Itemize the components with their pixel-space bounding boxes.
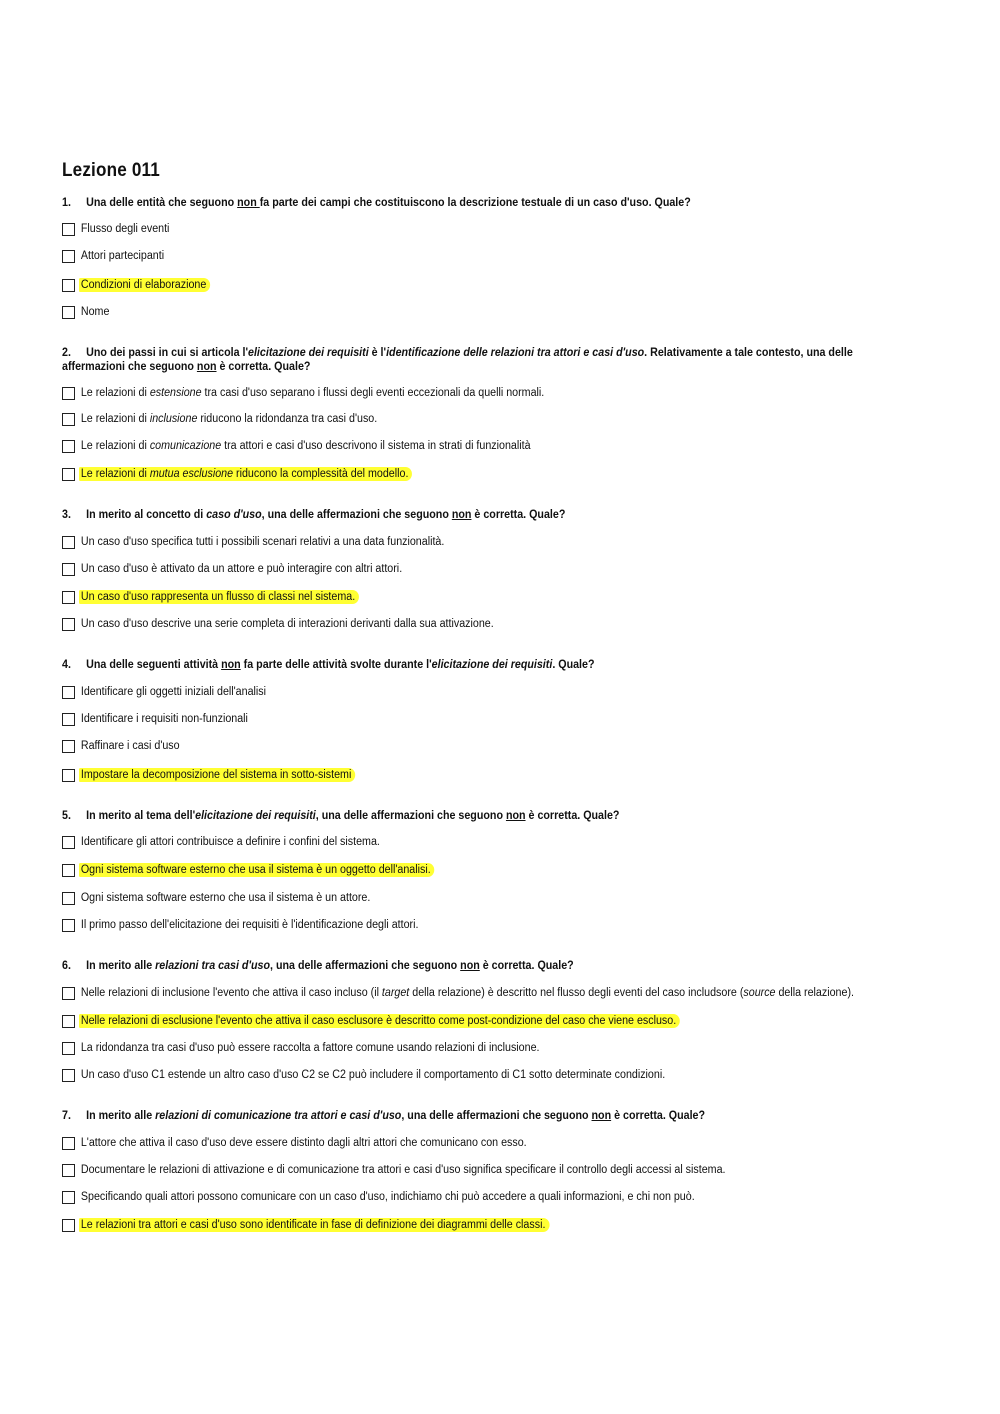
option-text: L'attore che attiva il caso d'uso deve essere distinto dagli altri attori che comunicano con esso. <box>80 1137 527 1149</box>
checkbox[interactable] <box>62 1015 75 1028</box>
checkbox[interactable] <box>62 1191 75 1204</box>
page-title: Lezione 011 <box>62 160 160 181</box>
answer-option[interactable] <box>62 1039 578 1057</box>
option-text: La ridondanza tra casi d'uso può essere raccolta a fattore comune usando relazioni di inclusione. <box>80 1042 540 1054</box>
option-text: Le relazioni di inclusione riducono la ridondanza tra casi d'uso. <box>80 413 378 425</box>
answer-option-highlighted[interactable] <box>62 1012 725 1030</box>
option-text: Un caso d'uso è attivato da un attore e può interagire con altri attori. <box>80 563 403 575</box>
option-text: Condizioni di elaborazione <box>79 278 210 292</box>
answer-option[interactable] <box>62 303 116 321</box>
checkbox[interactable] <box>62 468 75 481</box>
emphasis-non: non <box>221 659 241 671</box>
question-number: 1. <box>62 197 71 209</box>
checkbox[interactable] <box>62 1069 75 1082</box>
checkbox[interactable] <box>62 987 75 1000</box>
question-7: 7. In merito alle relazioni di comunicazione tra attori e casi d'uso, una delle affermazioni che seguono non è corretta. Quale? <box>62 1110 706 1122</box>
question-1: 1. Una delle entità che seguono non fa parte dei campi che costituiscono la descrizione testuale di un caso d'uso. Quale? <box>62 197 691 209</box>
answer-option[interactable] <box>62 560 430 578</box>
emphasis-non: non <box>451 509 472 521</box>
question-number: 4. <box>62 659 71 671</box>
option-text: Raffinare i casi d'uso <box>80 740 180 752</box>
answer-option[interactable] <box>62 1134 564 1152</box>
answer-option[interactable] <box>62 247 175 265</box>
answer-option-highlighted[interactable] <box>62 766 376 784</box>
option-text: Nelle relazioni di inclusione l'evento che attiva il caso incluso (il target della relazione) è descritto nel flusso degli eventi del caso includsore (source della relazione). <box>80 987 854 999</box>
checkbox[interactable] <box>62 1137 75 1150</box>
option-text: Impostare la decomposizione del sistema in sotto-sistemi <box>79 768 355 782</box>
option-text: Identificare gli oggetti iniziali dell'analisi <box>80 686 267 698</box>
option-text: Flusso degli eventi <box>80 223 170 235</box>
answer-option[interactable] <box>62 220 180 238</box>
answer-option[interactable] <box>62 533 476 551</box>
checkbox[interactable] <box>62 836 75 849</box>
question-4: 4. Una delle seguenti attività non fa parte delle attività svolte durante l'elicitazione dei requisiti. Quale? <box>62 659 595 671</box>
answer-option[interactable] <box>62 1161 778 1179</box>
checkbox[interactable] <box>62 279 75 292</box>
answer-option[interactable] <box>62 615 529 633</box>
answer-option-highlighted[interactable] <box>62 276 220 294</box>
answer-option-highlighted[interactable] <box>62 588 380 606</box>
option-text: Ogni sistema software esterno che usa il sistema è un attore. <box>80 892 371 904</box>
checkbox[interactable] <box>62 591 75 604</box>
answer-option-highlighted[interactable] <box>62 1216 585 1234</box>
answer-option[interactable] <box>62 916 448 934</box>
option-text: Un caso d'uso C1 estende un altro caso d'uso C2 se C2 può includere il comportamento di C1 sotto determinate condizioni. <box>80 1069 666 1081</box>
checkbox[interactable] <box>62 769 75 782</box>
option-text: Identificare gli attori contribuisce a definire i confini del sistema. <box>80 836 380 848</box>
checkbox[interactable] <box>62 563 75 576</box>
option-text: Le relazioni di comunicazione tra attori e casi d'uso descrivono il sistema in strati di funzionalità <box>80 440 531 452</box>
checkbox[interactable] <box>62 223 75 236</box>
option-text: Un caso d'uso specifica tutti i possibili scenari relativi a una data funzionalità. <box>80 536 445 548</box>
option-text: Un caso d'uso descrive una serie completa di interazioni derivanti dalla sua attivazione. <box>80 618 494 630</box>
option-text: Le relazioni tra attori e casi d'uso sono identificate in fase di definizione dei diagrammi delle classi. <box>79 1218 549 1232</box>
option-text: Identificare i requisiti non-funzionali <box>80 713 248 725</box>
checkbox[interactable] <box>62 618 75 631</box>
option-text: Un caso d'uso rappresenta un flusso di classi nel sistema. <box>79 590 359 604</box>
emphasis-non: non <box>237 197 260 209</box>
answer-option[interactable] <box>62 889 396 907</box>
question-6: 6. In merito alle relazioni tra casi d'uso, una delle affermazioni che seguono non è corretta. Quale? <box>62 960 574 972</box>
answer-option[interactable] <box>62 833 407 851</box>
emphasis-non: non <box>591 1110 612 1122</box>
emphasis-non: non <box>196 361 217 373</box>
answer-option[interactable] <box>62 683 284 701</box>
question-5: 5. In merito al tema dell'elicitazione dei requisiti, una delle affermazioni che seguono non è corretta. Quale? <box>62 810 620 822</box>
checkbox[interactable] <box>62 1219 75 1232</box>
checkbox[interactable] <box>62 387 75 400</box>
answer-option[interactable] <box>62 384 583 402</box>
option-text: Le relazioni di mutua esclusione riducono la complessità del modello. <box>79 467 412 481</box>
option-text: Nome <box>80 306 110 318</box>
emphasis-non: non <box>460 960 480 972</box>
checkbox[interactable] <box>62 413 75 426</box>
checkbox[interactable] <box>62 306 75 319</box>
answer-option[interactable] <box>62 984 916 1002</box>
checkbox[interactable] <box>62 1164 75 1177</box>
question-3: 3. In merito al concetto di caso d'uso, una delle affermazioni che seguono non è corretta. Quale? <box>62 509 566 521</box>
answer-option-highlighted[interactable] <box>62 465 437 483</box>
question-number: 3. <box>62 509 71 521</box>
option-text: Specificando quali attori possono comunicare con un caso d'uso, indichiamo chi può accedere a quali informazioni, e chi non può. <box>80 1191 695 1203</box>
option-text: Le relazioni di estensione tra casi d'uso separano i flussi degli eventi eccezionali da quelli normali. <box>80 387 545 399</box>
checkbox[interactable] <box>62 250 75 263</box>
question-number: 5. <box>62 810 71 822</box>
checkbox[interactable] <box>62 919 75 932</box>
checkbox[interactable] <box>62 740 75 753</box>
checkbox[interactable] <box>62 440 75 453</box>
checkbox[interactable] <box>62 713 75 726</box>
answer-option[interactable] <box>62 710 265 728</box>
checkbox[interactable] <box>62 864 75 877</box>
option-text: Documentare le relazioni di attivazione e di comunicazione tra attori e casi d'uso significa specificare il controllo degli accessi al sistema. <box>80 1164 726 1176</box>
question-number: 7. <box>62 1110 71 1122</box>
answer-option[interactable] <box>62 1188 745 1206</box>
checkbox[interactable] <box>62 1042 75 1055</box>
answer-option[interactable] <box>62 410 404 428</box>
answer-option-highlighted[interactable] <box>62 861 461 879</box>
answer-option[interactable] <box>62 737 191 755</box>
checkbox[interactable] <box>62 686 75 699</box>
option-text: Nelle relazioni di esclusione l'evento che attiva il caso esclusore è descritto come post-condizione del caso che viene escluso. <box>79 1014 680 1028</box>
question-number: 2. <box>62 347 71 359</box>
answer-option[interactable] <box>62 437 569 455</box>
answer-option[interactable] <box>62 1066 713 1084</box>
question-number: 6. <box>62 960 71 972</box>
checkbox[interactable] <box>62 536 75 549</box>
emphasis-non: non <box>505 810 526 822</box>
checkbox[interactable] <box>62 892 75 905</box>
option-text: Ogni sistema software esterno che usa il sistema è un oggetto dell'analisi. <box>79 863 434 877</box>
question-2: 2. Uno dei passi in cui si articola l'elicitazione dei requisiti è l'identificazione delle relazioni tra attori e casi d'uso. Relativamente a tale contesto, una delle affermazioni che seguono non è corretta. Quale? <box>62 347 853 373</box>
option-text: Attori partecipanti <box>80 250 165 262</box>
option-text: Il primo passo dell'elicitazione dei requisiti è l'identificazione degli attori. <box>80 919 419 931</box>
